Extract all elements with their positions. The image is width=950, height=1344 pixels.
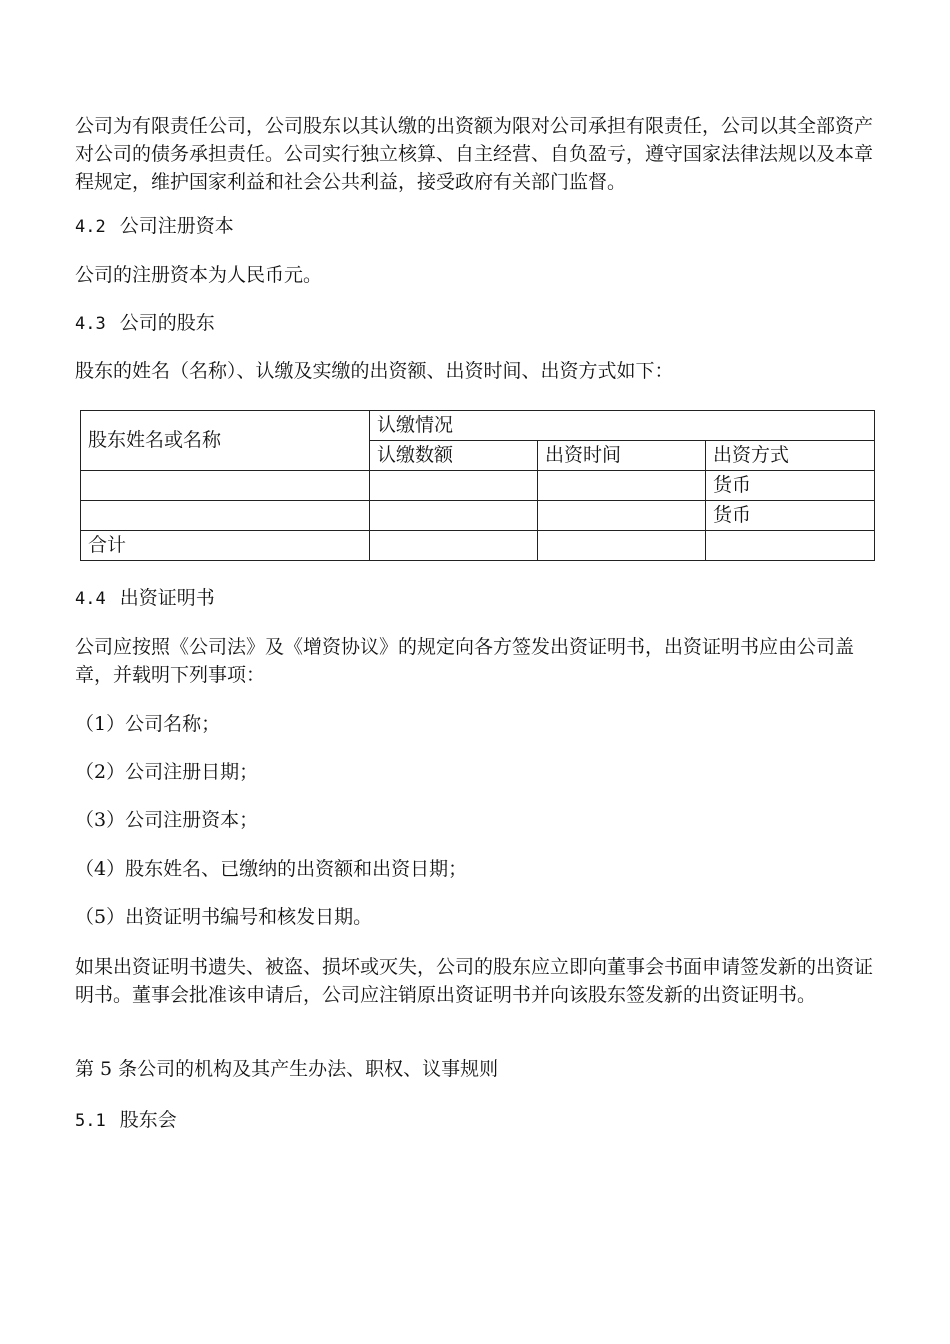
header-contribution-method: 出资方式 <box>706 441 875 471</box>
shareholder-capital-table <box>80 410 875 561</box>
list-item-3: （3）公司注册资本； <box>75 809 259 831</box>
section-heading-4-4 <box>75 584 875 613</box>
header-subscription-status: 认缴情况 <box>370 411 875 441</box>
cell-total-time <box>538 531 706 561</box>
list-item-2: （2）公司注册日期； <box>75 761 259 783</box>
header-subscribed-amount: 认缴数额 <box>370 441 538 471</box>
list-item-5: （5）出资证明书编号和核发日期。 <box>75 906 373 928</box>
cell-total-label: 合计 <box>81 531 370 561</box>
table-header-row <box>81 411 875 441</box>
section-title: 股东会 <box>119 1109 177 1131</box>
section-title: 公司的股东 <box>119 312 215 334</box>
list-item-1: （1）公司名称； <box>75 713 221 735</box>
paragraph-company-liability: 公司为有限责任公司，公司股东以其认缴的出资额为限对公司承担有限责任，公司以其全部资产对公司的债务承担责任。公司实行独立核算、自主经营、自负盈亏，遵守国家法律法规以及本章程规定，维护国家利益和社会公共利益，接受政府有关部门监督。 <box>75 115 874 193</box>
article-5-heading: 第 5 条公司的机构及其产生办法、职权、议事规则 <box>75 1058 499 1080</box>
cell-method: 货币 <box>706 471 875 501</box>
cell-total-amount <box>370 531 538 561</box>
section-title: 出资证明书 <box>119 587 215 609</box>
list-item-4: （4）股东姓名、已缴纳的出资额和出资日期； <box>75 858 468 880</box>
section-heading-5-1 <box>75 1106 875 1135</box>
paragraph-certificate-intro: 公司应按照《公司法》及《增资协议》的规定向各方签发出资证明书，出资证明书应由公司盖章，并载明下列事项： <box>75 636 855 686</box>
cell-name <box>81 471 370 501</box>
paragraph-certificate-loss: 如果出资证明书遗失、被盗、损坏或灭失，公司的股东应立即向董事会书面申请签发新的出资证明书。董事会批准该申请后，公司应注销原出资证明书并向该股东签发新的出资证明书。 <box>75 956 874 1006</box>
cell-amount <box>370 471 538 501</box>
cell-time <box>538 471 706 501</box>
table-row <box>81 501 875 531</box>
section-heading-4-2 <box>75 212 875 241</box>
header-shareholder-name: 股东姓名或名称 <box>81 411 370 471</box>
section-title: 公司注册资本 <box>119 215 234 237</box>
section-number: 4.2 <box>75 217 106 237</box>
cell-method: 货币 <box>706 501 875 531</box>
section-heading-4-3 <box>75 309 875 338</box>
section-number: 4.4 <box>75 589 106 609</box>
table-row <box>81 471 875 501</box>
section-number: 5.1 <box>75 1111 106 1131</box>
table-total-row <box>81 531 875 561</box>
cell-time <box>538 501 706 531</box>
cell-name <box>81 501 370 531</box>
paragraph-shareholders-intro: 股东的姓名（名称）、认缴及实缴的出资额、出资时间、出资方式如下： <box>75 360 674 382</box>
header-contribution-time: 出资时间 <box>538 441 706 471</box>
section-number: 4.3 <box>75 314 106 334</box>
cell-amount <box>370 501 538 531</box>
cell-total-method <box>706 531 875 561</box>
paragraph-registered-capital: 公司的注册资本为人民币元。 <box>75 264 323 286</box>
